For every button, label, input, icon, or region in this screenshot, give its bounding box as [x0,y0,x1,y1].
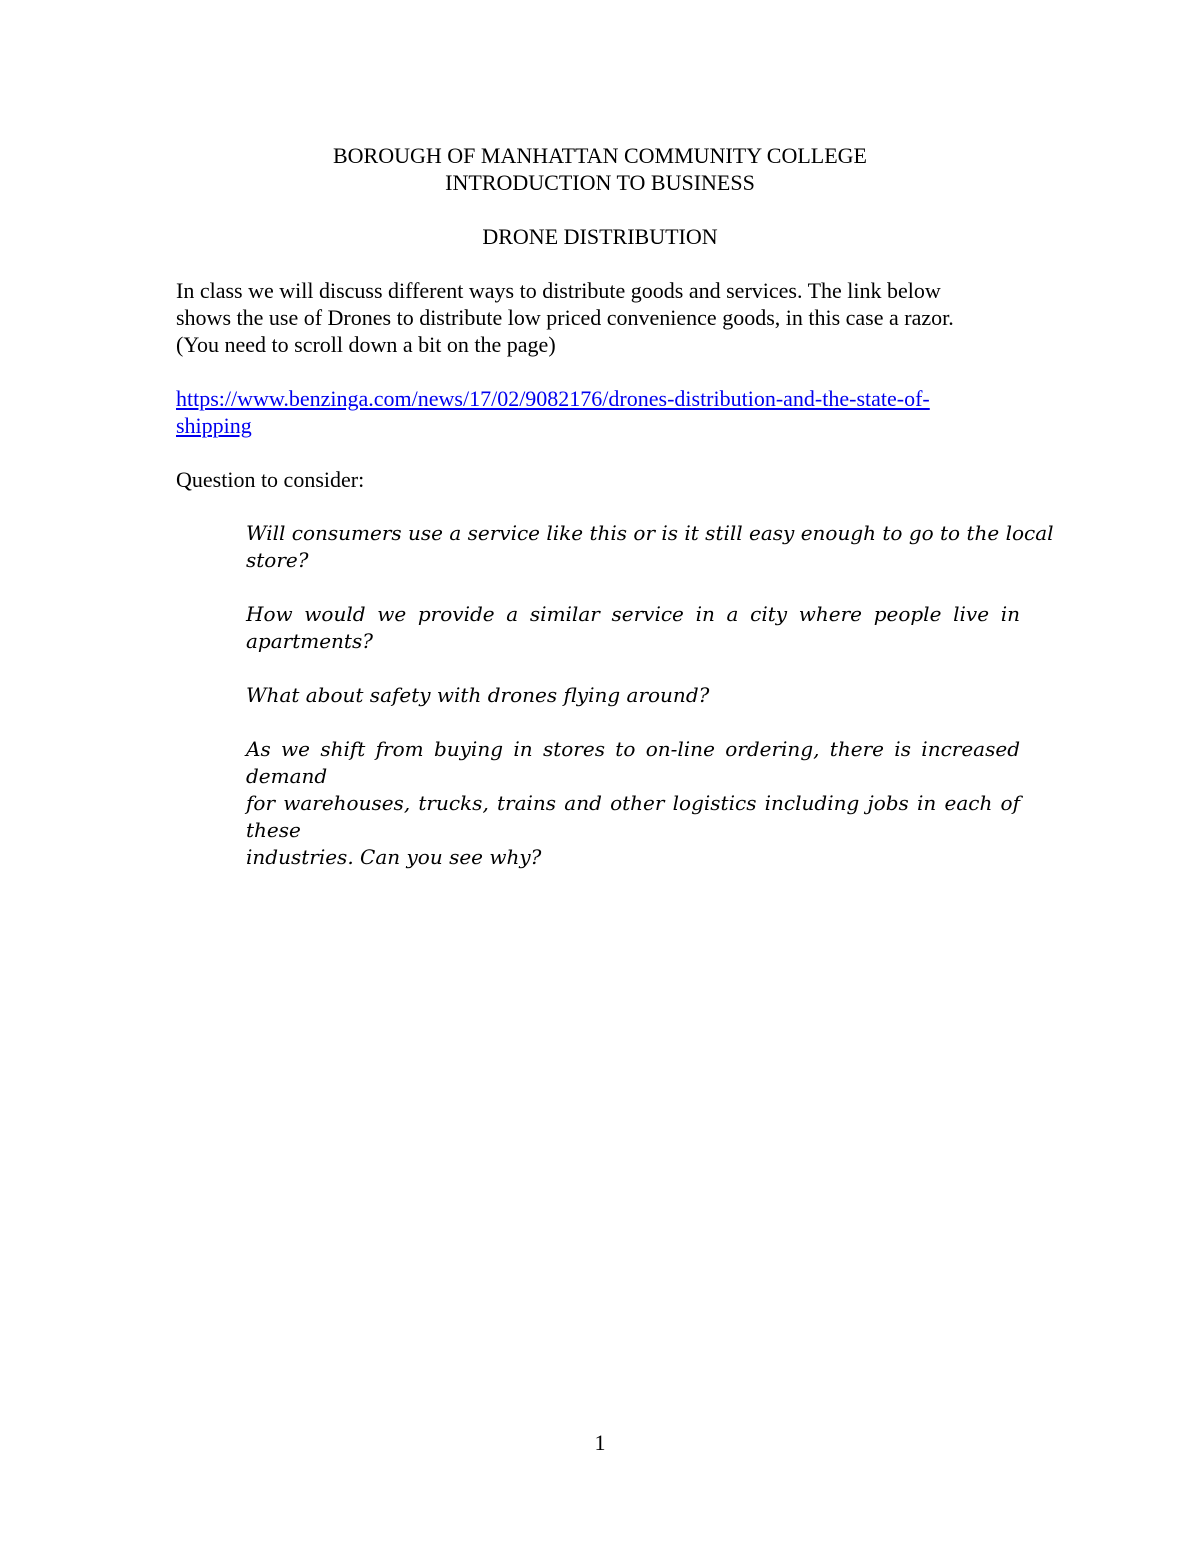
intro-line-3: (You need to scroll down a bit on the page) [176,332,556,357]
question-3-line-1: What about safety with drones flying around? [246,683,710,707]
article-link[interactable] [176,385,1024,439]
question-1 [246,520,1054,574]
question-4-line-2: for warehouses, trucks, trains and other logistics including jobs in each of these [246,791,1020,842]
question-1-line-1: Will consumers use a service like this or is it still easy enough to go to the local [246,521,1054,545]
college-name [0,142,1200,169]
document-title [0,223,1200,250]
course-name [0,169,1200,196]
article-link-line-2[interactable]: shipping [176,413,252,438]
question-heading [176,466,1024,493]
intro-line-2: shows the use of Drones to distribute low priced convenience goods, in this case a razor. [176,305,954,330]
page-number [0,1429,1200,1456]
question-3 [246,682,1020,709]
question-2 [246,601,1020,655]
article-link-line-1[interactable]: https://www.benzinga.com/news/17/02/9082176/drones-distribution-and-the-state-of- [176,386,930,411]
page-number-text: 1 [594,1430,606,1455]
question-heading-text: Question to consider: [176,467,365,492]
question-4-line-1: As we shift from buying in stores to on-line ordering, there is increased demand [246,737,1020,788]
document-title-text: DRONE DISTRIBUTION [482,224,718,249]
intro-paragraph [176,277,1024,358]
intro-line-1: In class we will discuss different ways to distribute goods and services. The link below [176,278,941,303]
course-name-text: INTRODUCTION TO BUSINESS [445,170,755,195]
question-4 [246,736,1020,871]
question-2-line-1: How would we provide a similar service in a city where people live in [246,602,1020,626]
question-1-line-2: store? [246,548,309,572]
college-name-text: BOROUGH OF MANHATTAN COMMUNITY COLLEGE [333,143,867,168]
question-4-line-3: industries. Can you see why? [246,845,542,869]
question-2-line-2: apartments? [246,629,373,653]
